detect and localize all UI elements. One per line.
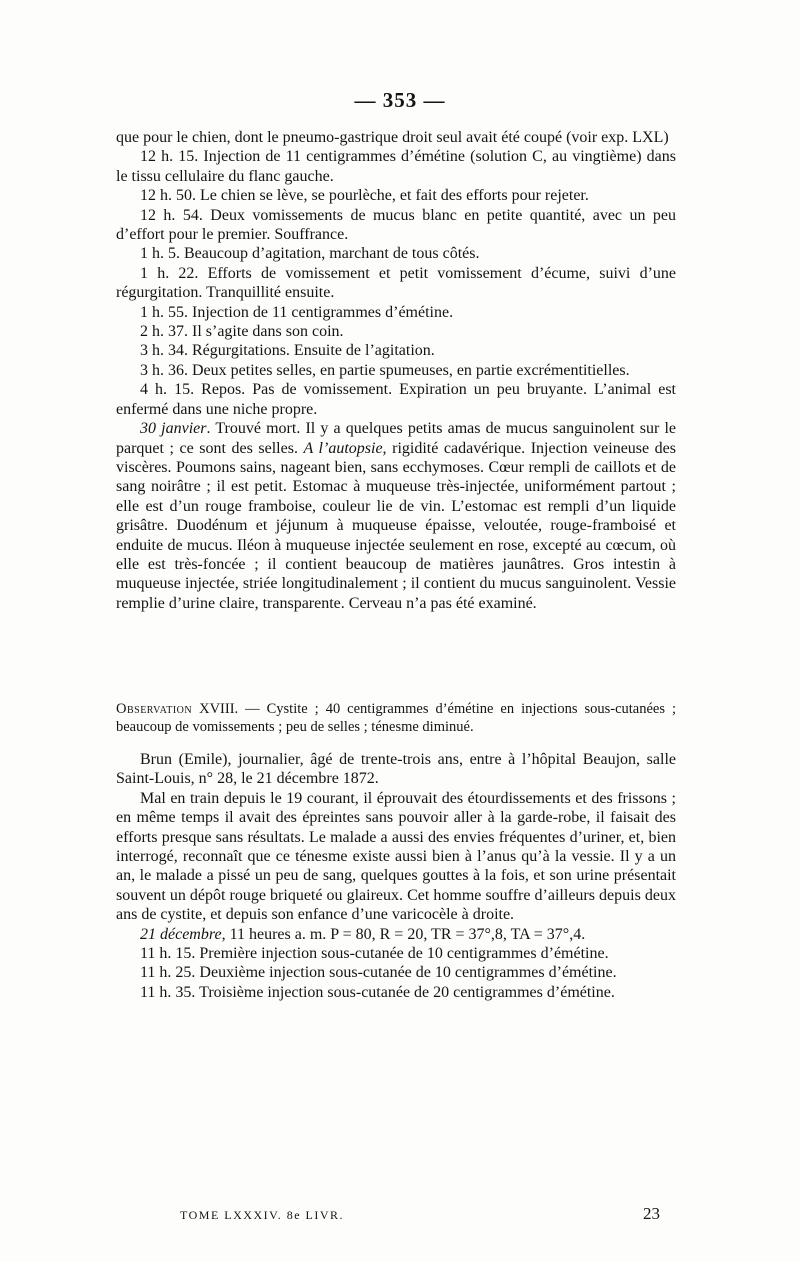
paragraph: 3 h. 36. Deux petites selles, en partie spumeuses, en partie excrémentitielles. [140, 361, 630, 379]
autopsy-date: 30 janvier [140, 420, 207, 438]
paragraph: 11 h. 25. Deuxième injection sous-cutanée de 10 centigrammes d’émétine. [140, 964, 617, 982]
paragraph: que pour le chien, dont le pneumo-gastrique droit seul avait été coupé (voir exp. LXL) [116, 129, 669, 146]
page-footer [180, 1204, 660, 1223]
paragraph: 1 h. 55. Injection de 11 centigrammes d’émétine. [140, 303, 454, 321]
paragraph: 1 h. 22. Efforts de vomissement et petit vomissement d’écume, suivi d’une régurgitation. Tranquillité ensuite. [116, 264, 676, 302]
observation-number: XVIII. [199, 701, 239, 717]
paragraph: 4 h. 15. Repos. Pas de vomissement. Expiration un peu bruyante. L’animal est enfermé dans une niche propre. [116, 381, 676, 418]
autopsy-paragraph [116, 419, 676, 613]
signature-mark: TOME LXXXIV. 8e LIVR. [180, 1208, 345, 1222]
sheet-number: 23 [643, 1204, 660, 1223]
dated-entry [116, 925, 676, 944]
paragraph: 12 h. 50. Le chien se lève, se pourlèche, et fait des efforts pour rejeter. [140, 187, 589, 205]
autopsy-text-a: . Trouvé mort. Il y a quelques petits amas de mucus sanguinolent sur le parquet ; ce sont des selles. [116, 420, 676, 457]
entry-text: , 11 heures a. m. P = 80, R = 20, TR = 37°,8, TA = 37°,4. [221, 925, 586, 943]
autopsy-text-b: rigidité cadavérique. Injection veineuse des viscères. Poumons sains, nageant bien, sans ecchymoses. Cœur rempli de caillots et de sang noirâtre ; il est petit. Estomac à muqueuse très-injectée, uniformément partout ; elle est d’un rouge framboise, couleur lie de vin. L’estomac est rempli d’un liquide grisâtre. Duodénum et jéjunum à muqueuse épaisse, veloutée, rouge-framboisé et enduite de mucus. Iléon à muqueuse injectée seulement en rose, excepté au cœcum, où elle est très-foncée ; il contient beaucoup de matières jaunâtres. Gros intestin à muqueuse injectée, striée longitudinalement ; il contient du mucus sanguinolent. Vessie remplie d’urine claire, transparente. Cerveau n’a pas été examiné. [116, 439, 677, 612]
observation-heading [116, 700, 676, 736]
case-report [116, 750, 676, 1002]
observation-summary: — Cystite ; 40 centigrammes d’émétine en injections sous-cutanées ; beaucoup de vomissements ; peu de selles ; ténesme diminué. [116, 701, 676, 735]
paragraph: 12 h. 54. Deux vomissements de mucus blanc en petite quantité, avec un peu d’effort pour le premier. Souffrance. [116, 206, 676, 244]
page-number: — 353 — [354, 88, 446, 112]
paragraph: 2 h. 37. Il s’agite dans son coin. [140, 323, 344, 341]
paragraph: 11 h. 35. Troisième injection sous-cutanée de 20 centigrammes d’émétine. [140, 983, 615, 1001]
paragraph: 3 h. 34. Régurgitations. Ensuite de l’agitation. [140, 342, 435, 360]
entry-date: 21 décembre [140, 925, 222, 943]
paragraph: Brun (Emile), journalier, âgé de trente-trois ans, entre à l’hôpital Beaujon, salle Saint-Louis, n° 28, le 21 décembre 1872. [116, 751, 676, 788]
experiment-protocol [116, 128, 676, 613]
paragraph: Mal en train depuis le 19 courant, il éprouvait des étourdissements et des frissons ; en même temps il avait des épreintes sans pouvoir aller à la garde-robe, il faisait des efforts presque sans résultats. Le malade a aussi des envies fréquentes d’uriner, et, bien interrogé, reconnaît que ce ténesme existe aussi bien à l’anus qu’à la vessie. Il y a un an, le malade a pissé un peu de sang, quelques gouttes à la fois, et son urine présentait souvent un dépôt rouge briqueté ou glaireux. Cet homme souffre d’ailleurs depuis deux ans de cystite, et depuis son enfance d’une varicocèle à droite. [116, 789, 676, 924]
paragraph: 11 h. 15. Première injection sous-cutanée de 10 centigrammes d’émétine. [140, 945, 609, 963]
observation-label: Observation [116, 701, 193, 717]
autopsy-label: A l’autopsie, [303, 439, 387, 457]
paragraph: 12 h. 15. Injection de 11 centigrammes d’émétine (solution C, au vingtième) dans le tissu cellulaire du flanc gauche. [116, 148, 676, 185]
paragraph: 1 h. 5. Beaucoup d’agitation, marchant de tous côtés. [140, 245, 480, 263]
